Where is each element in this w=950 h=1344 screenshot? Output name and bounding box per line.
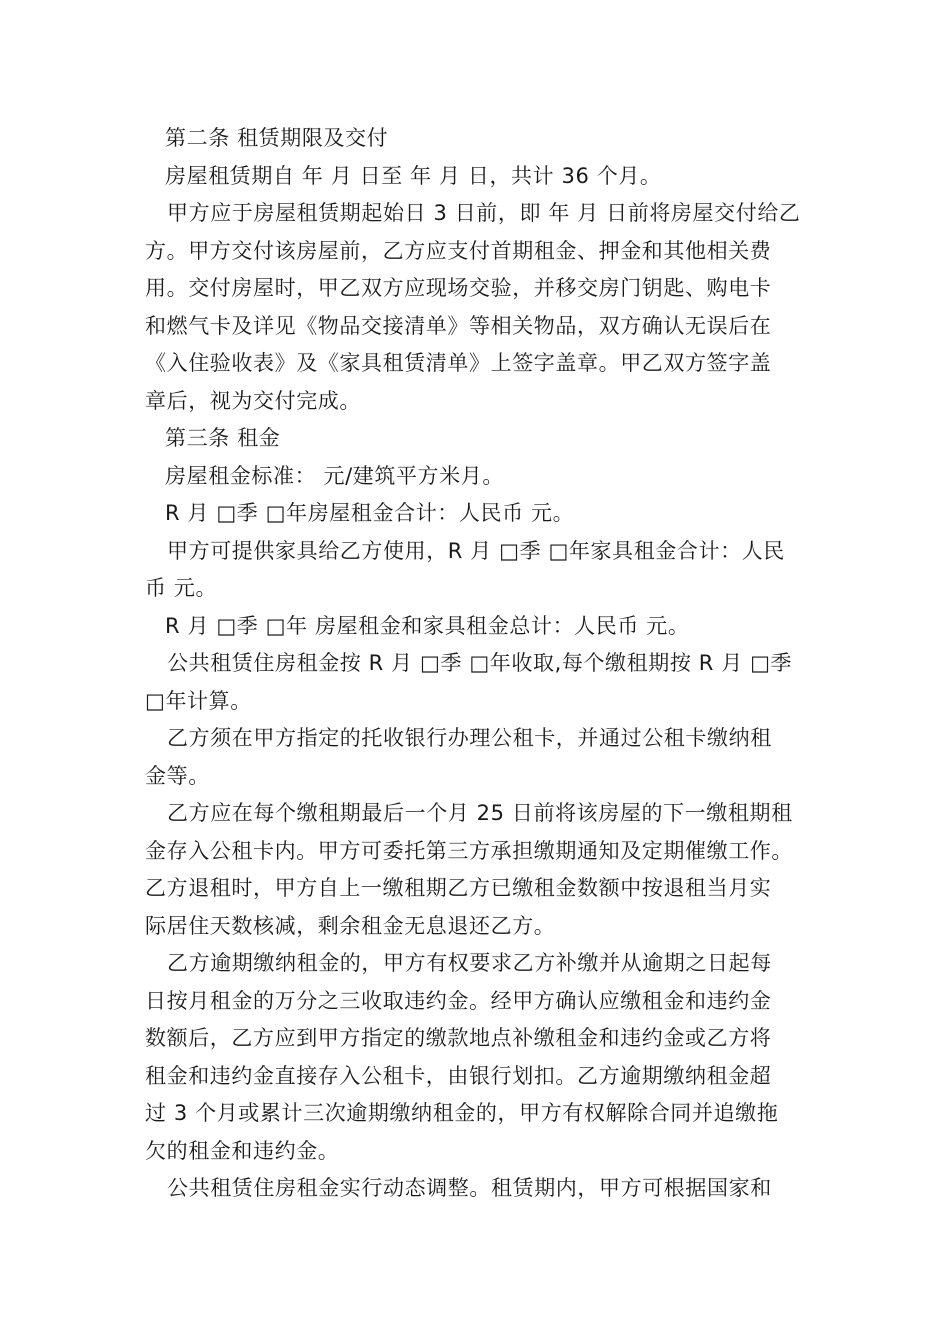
document-text-line: 公共租赁住房租金实行动态调整。租赁期内，甲方可根据国家和 [167,1176,772,1200]
document-text-line: 第二条 租赁期限及交付 [165,126,389,150]
document-text-line: 方。甲方交付该房屋前，乙方应支付首期租金、押金和其他相关费 [145,238,772,263]
document-text-line: R 月 □季 □年 房屋租金和家具租金总计：人民币 元。 [165,613,690,638]
document-text-line: 第三条 租金 [165,426,281,450]
document-text-line: 公共租赁住房租金按 R 月 □季 □年收取,每个缴租期按 R 月 □季 [167,651,793,675]
document-text-line: 房屋租赁期自 年 月 日至 年 月 日，共计 36 个月。 [165,163,662,188]
document-text-line: 乙方退租时，甲方自上一缴租期乙方已缴租金数额中按退租当月实 [145,876,772,900]
document-text-line: □年计算。 [145,688,252,713]
document-text-line: 金等。 [145,763,210,788]
document-text-line: 过 3 个月或累计三次逾期缴纳租金的，甲方有权解除合同并追缴拖 [145,1101,779,1125]
document-text-line: 币 元。 [145,576,218,600]
document-text-line: 际居住天数核减，剩余租金无息退还乙方。 [145,913,556,938]
document-text-line: 日按月租金的万分之三收取违约金。经甲方确认应缴租金和违约金 [145,988,772,1013]
document-text-line: 金存入公租卡内。甲方可委托第三方承担缴期通知及定期催缴工作。 [145,838,793,863]
document-text-line: R 月 □季 □年房屋租金合计：人民币 元。 [165,501,575,525]
document-text-line: 欠的租金和违约金。 [145,1138,340,1163]
document-text-line: 数额后，乙方应到甲方指定的缴款地点补缴租金和违约金或乙方将 [145,1026,772,1050]
document-text-line: 租金和违约金直接存入公租卡，由银行划扣。乙方逾期缴纳租金超 [145,1063,772,1088]
document-text-line: 和燃气卡及详见《物品交接清单》等相关物品，双方确认无误后在 [145,313,772,338]
document-text-line: 乙方应在每个缴租期最后一个月 25 日前将该房屋的下一缴租期租 [167,801,793,825]
document-text-line: 用。交付房屋时，甲乙双方应现场交验，并移交房门钥匙、购电卡 [145,276,772,300]
document-text-line: 乙方须在甲方指定的托收银行办理公租卡，并通过公租卡缴纳租 [167,726,772,750]
document-text-line: 《入住验收表》及《家具租赁清单》上签字盖章。甲乙双方签字盖 [145,351,772,375]
document-text-line: 甲方可提供家具给乙方使用，R 月 □季 □年家具租金合计：人民 [167,538,785,563]
document-body [145,120,810,1208]
document-text-line: 房屋租金标准： 元/建筑平方米月。 [165,463,504,488]
document-text-line: 乙方逾期缴纳租金的，甲方有权要求乙方补缴并从逾期之日起每 [167,951,772,975]
document-text-line: 甲方应于房屋租赁期起始日 3 日前，即 年 月 日前将房屋交付给乙 [167,201,801,225]
document-text-line: 章后，视为交付完成。 [145,388,361,413]
